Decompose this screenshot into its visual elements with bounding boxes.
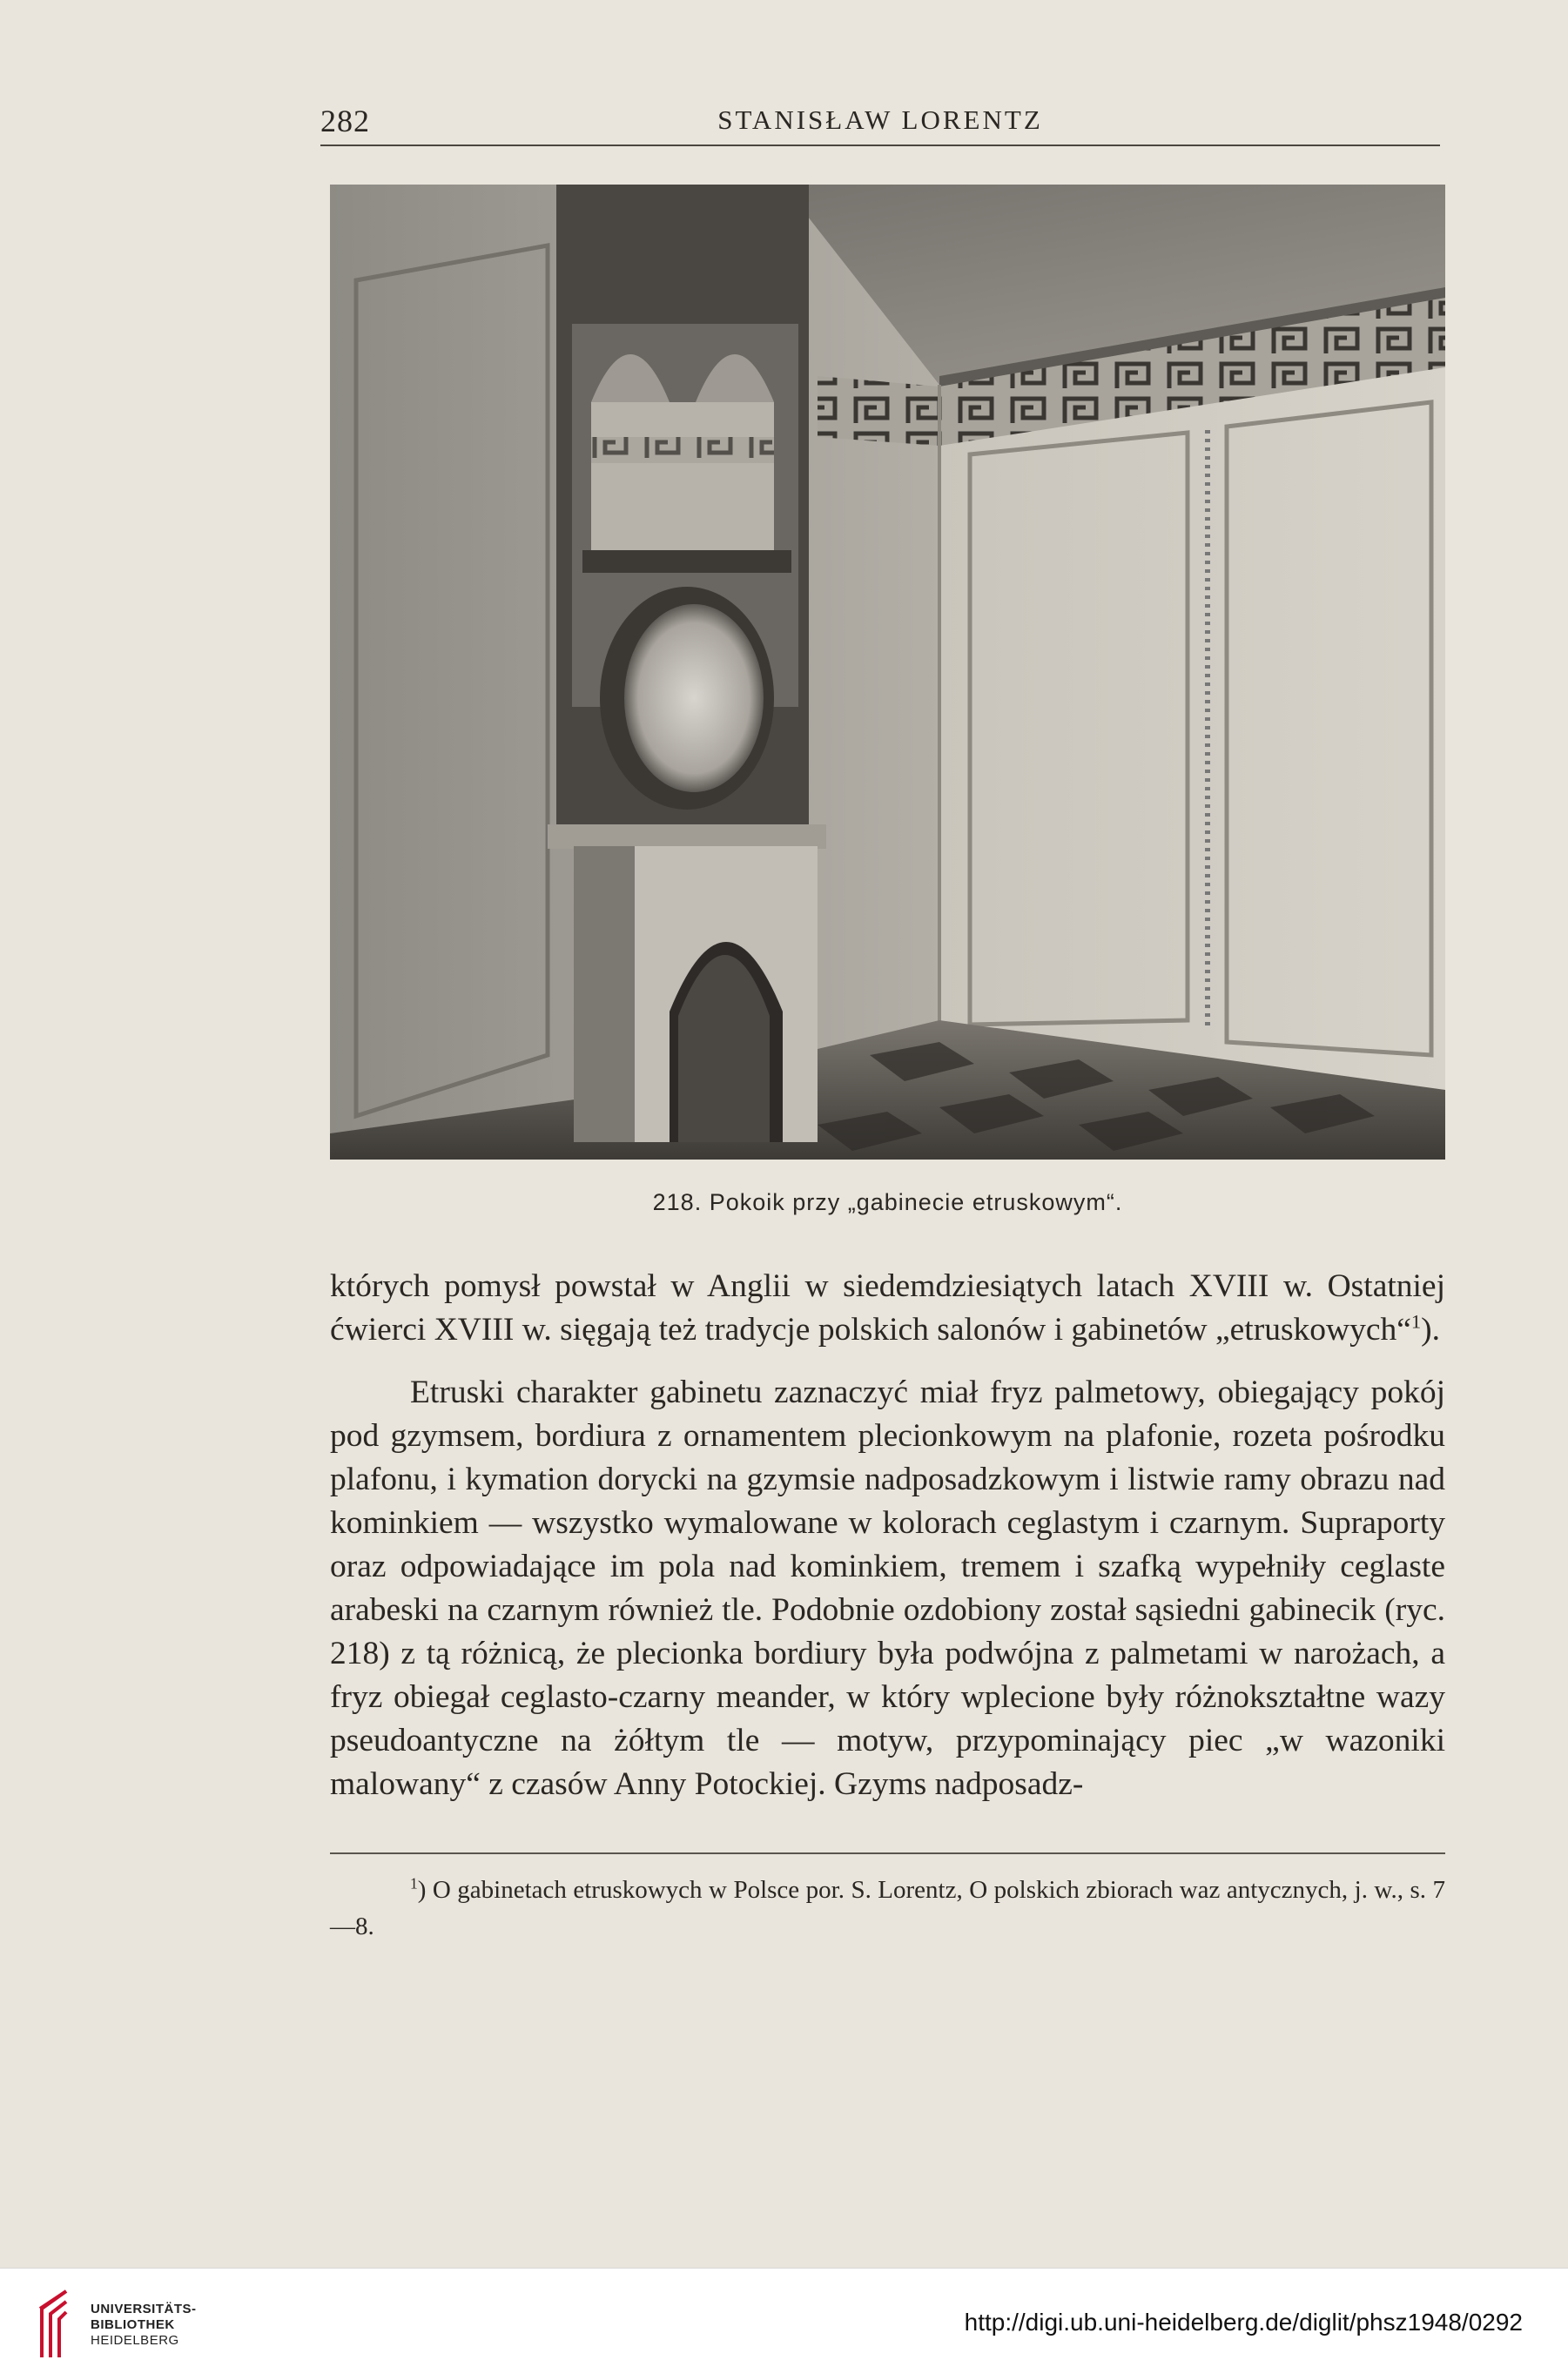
paragraph-1-text: których pomysł powstał w Anglii w siedemdziesiątych latach XVIII w. Ostatniej ćwierci XVIII w. sięgają też tradycje polskich salonów i gabinetów „etruskowych“ — [330, 1268, 1445, 1348]
page-header — [320, 97, 1440, 146]
room-photograph-illustration — [330, 185, 1445, 1160]
library-line-1: UNIVERSITÄTS- — [91, 2302, 197, 2316]
page-number: 282 — [320, 104, 370, 138]
running-head: STANISŁAW LORENTZ — [717, 104, 1043, 135]
footnote-marker: 1 — [410, 1874, 418, 1893]
figure-caption: 218. Pokoik przy „gabinecie etruskowym“. — [652, 1189, 1123, 1215]
ub-heidelberg-logo-icon — [35, 2288, 98, 2361]
library-line-3: HEIDELBERG — [91, 2333, 179, 2348]
header-rule — [320, 145, 1440, 146]
library-name — [91, 2302, 197, 2349]
paragraph-2: Etruski charakter gabinetu zaznaczyć miał fryz palmetowy, obiegający pokój pod gzymsem, bordiura z ornamentem plecionkowym na plafonie, rozeta pośrodku plafonu, i kymation dorycki na gzymsie nadposadzkowym i listwie ramy obrazu nad kominkiem — wszystko wymalowane w kolorach ceglastym i czarnym. Supraporty oraz odpowiadające im pola nad kominkiem, tremem i szafką wypełniły ceglaste arabeski na czarnym również tle. Podobnie ozdobiony został sąsiedni gabinecik (ryc. 218) z tą różnicą, że plecionka bordiury była podwójna z palmetami w narożach, a fryz obiegał ceglasto-czarny meander, w który wplecione były różnokształtne wazy pseudoantyczne na żółtym tle — motyw, przypominający piec „w wazoniki malowany“ z czasów Anny Potockiej. Gzyms nadposadz- — [330, 1375, 1445, 1802]
footnote-reference: 1 — [1410, 1310, 1422, 1333]
footnote-rule — [330, 1852, 1445, 1854]
digitization-footer — [0, 2268, 1568, 2380]
figure-photograph — [330, 185, 1445, 1160]
paragraph-1-end: ). — [1421, 1312, 1441, 1348]
footnote — [330, 1872, 1445, 1945]
footnote-text: ) O gabinetach etruskowych w Polsce por. S. Lorentz, O polskich zbiorach waz antycznych, j. w., s. 7—8. — [330, 1876, 1445, 1940]
body-text — [330, 1265, 1445, 1806]
paragraph-1 — [330, 1265, 1445, 1352]
permalink-url[interactable]: http://digi.ub.uni-heidelberg.de/diglit/phsz1948/0292 — [964, 2309, 1523, 2336]
library-line-2: BIBLIOTHEK — [91, 2317, 175, 2332]
